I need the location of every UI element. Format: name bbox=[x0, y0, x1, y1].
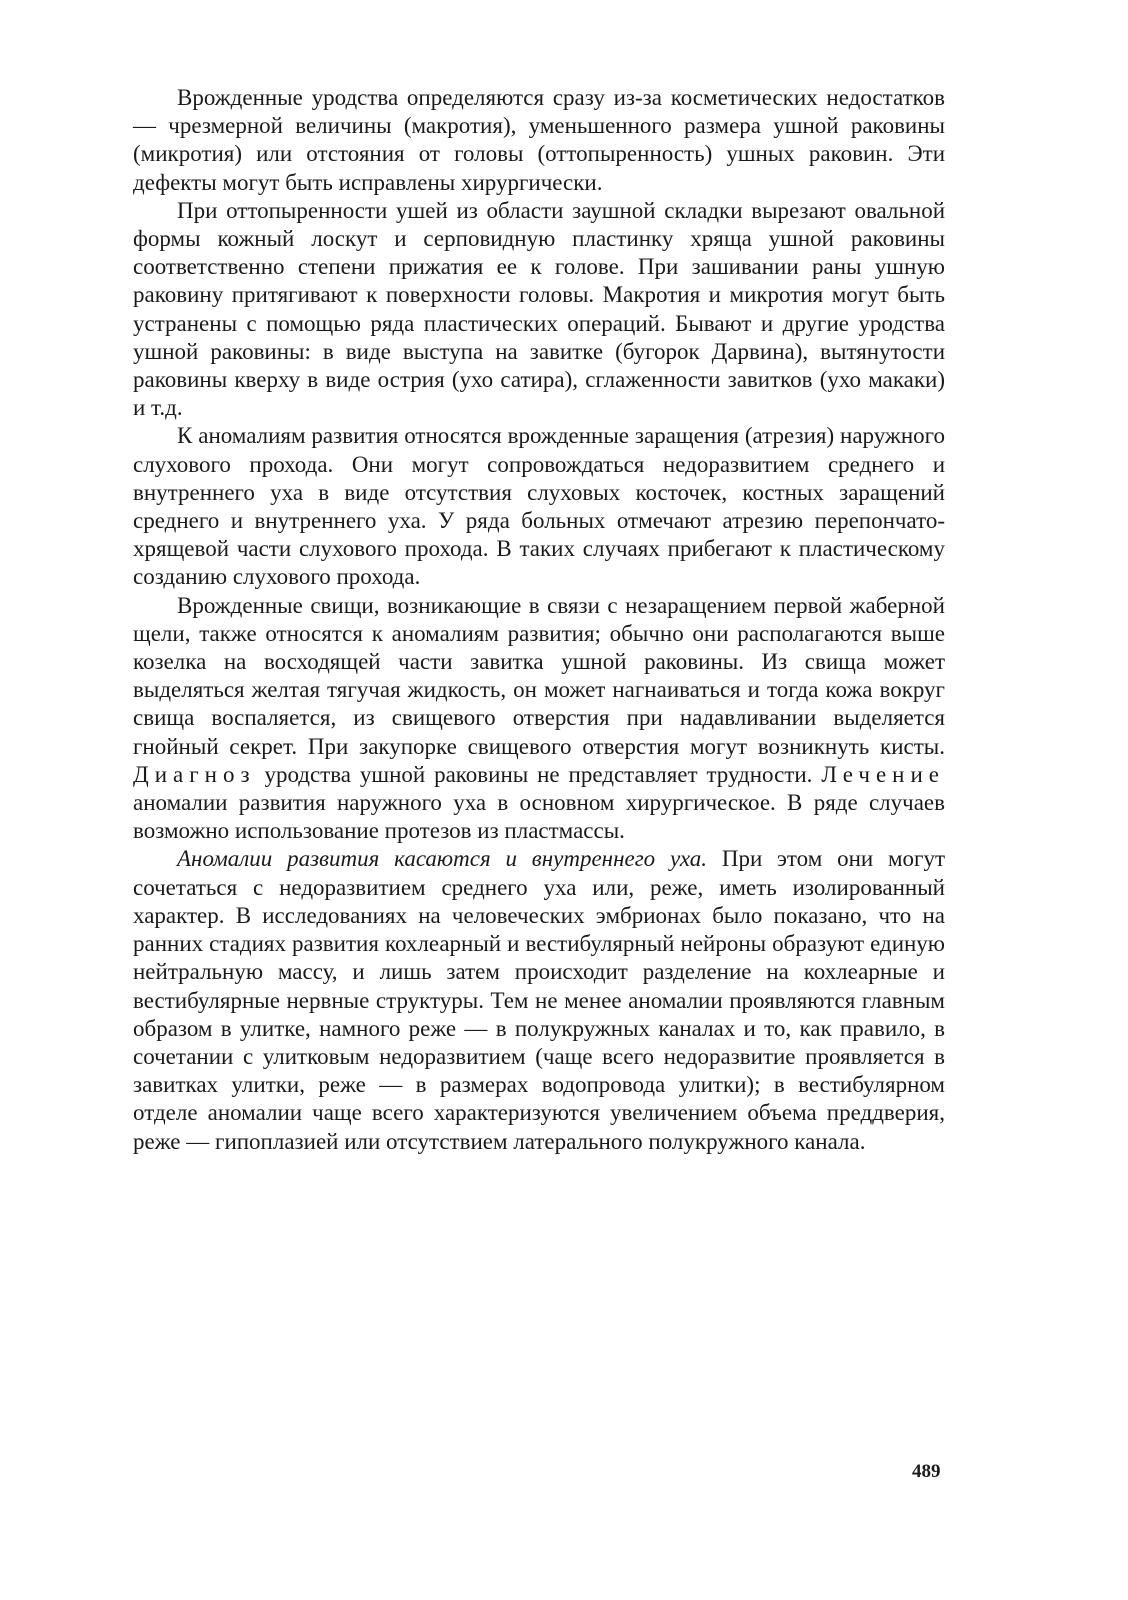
paragraph-inner-ear bbox=[133, 845, 945, 1155]
page-body bbox=[133, 84, 945, 1156]
term-treatment: Лечение bbox=[821, 761, 946, 787]
paragraph-protruding-ears: При оттопыренности ушей из области заушной складки вырезают овальной формы кожный лоскут и серповидную пластинку хряща ушной раковины соответственно степени прижатия ее к голове. При зашивании раны ушную раковину притягивают к поверхности головы. Макротия и микротия могут быть устранены с помощью ряда пластических операций. Бывают и другие уродства ушной раковины: в виде выступа на завитке (бугорок Дарвина), вытянутости раковины кверху в виде острия (ухо сатира), сглаженности завитков (ухо макаки) и т.д. bbox=[133, 197, 945, 421]
paragraph-atresia: К аномалиям развития относятся врожденные заращения (атрезия) наружного слухового прохода. Они могут сопровождаться недоразвитием среднего и внутреннего уха в виде отсутствия слуховых косточек, костных заращений среднего и внутреннего уха. У ряда больных отмечают атрезию перепончато-хрящевой части слухового прохода. В таких случаях прибегают к пластическому созданию слухового прохода. bbox=[133, 423, 945, 590]
inner-ear-text: При этом они могут сочетаться с недоразвитием среднего уха или, реже, иметь изолированный характер. В исследованиях на человеческих эмбрионах было показано, что на ранних стадиях развития кохлеарный и вестибулярный нейроны образуют единую нейтральную массу, и лишь затем происходит разделение на кохлеарные и вестибулярные нервные структуры. Тем не менее аномалии проявляются главным образом в улитке, намного реже — в полукружных каналах и то, как правило, в сочетании с улитковым недоразвитием (чаще всего недоразвитие проявляется в завитках улитки, реже — в размерах водопровода улитки); в вестибулярном отделе аномалии чаще всего характеризуются увеличением объема преддверия, реже — гипоплазией или отсутствием латерального полукружного канала. bbox=[133, 846, 946, 1154]
fistulas-text-a: Врожденные свищи, возникающие в связи с незаращением первой жаберной щели, также относятся к аномалиям развития; обычно они располагаются выше козелка на восходящей части завитка ушной раковины. Из свища может выделяться желтая тягучая жидкость, он может нагнаиваться и тогда кожа вокруг свища воспаляется, из свищевого отверстия при надавливании выделяется гнойный секрет. При закупорке свищевого отверстия могут возникнуть кисты. bbox=[133, 592, 945, 759]
page-number: 489 bbox=[912, 1461, 941, 1482]
fistulas-text-c: аномалии развития наружного уха в основном хирургическое. В ряде случаев возможно использование протезов из пластмассы. bbox=[133, 790, 945, 844]
fistulas-text-b: уродства ушной раковины не представляет трудности. bbox=[264, 761, 813, 787]
term-diagnosis: Диагноз bbox=[133, 761, 256, 787]
inner-ear-lead: Аномалии развития касаются и внутреннего уха. bbox=[177, 846, 708, 872]
paragraph-fistulas bbox=[133, 592, 945, 846]
paragraph-congenital-deformities: Врожденные уродства определяются сразу из-за косметических недостатков — чрезмерной величины (макротия), уменьшенного размера ушной раковины (микротия) или отстояния от головы (оттопыренность) ушных раковин. Эти дефекты могут быть исправлены хирургически. bbox=[133, 85, 945, 195]
